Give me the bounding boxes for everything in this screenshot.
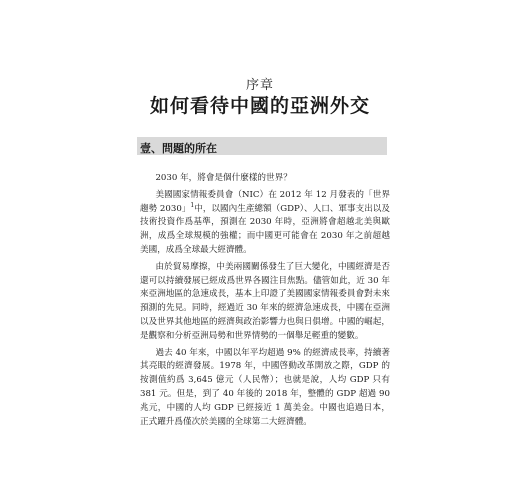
paragraph-2-part-b: 中，以國內生產總額（GDP）、人口、軍事支出以及技術投資作爲基準，預測在 2030 年時，亞洲將會超越北美與歐洲，成爲全球規模的強權；而中國更可能會在 2030 年之前超越美國，成爲全球最大經濟體。: [140, 203, 390, 255]
chapter-label: 序章: [245, 78, 274, 93]
paragraph-2-part-a: 美國國家情報委員會（NIC）在 2012 年 12 月發表的「世界趨勢 2030」: [140, 189, 390, 214]
paragraph-3: 由於貿易摩擦，中美兩國關係發生了巨大變化，中國經濟是否還可以持續發展已經成爲世界各國注目焦點。儘管如此，近 30 年來亞洲地區的急速成長，基本上印證了美國國家情報委員會對未來預測的先見。同時，經過近 30 年來的經濟急速成長，中國在亞洲以及世界其他地區的經濟與政治影響力也與日俱增。中國的崛起，是觀察和分析亞洲局勢和世界情勢的一個舉足輕重的變數。: [140, 261, 390, 341]
chapter-title: 如何看待中國的亞洲外交: [149, 95, 370, 117]
section-heading: 壹、問題的所在: [140, 142, 217, 155]
body-text: [140, 172, 390, 432]
footnote-reference: 1: [190, 201, 195, 209]
paragraph-2: [140, 189, 390, 258]
paragraph-4: 過去 40 年來，中國以年平均超過 9% 的經濟成長率，持續著其亮眼的經濟發展。1978 年，中國啓動改革開放之際，GDP 的按測值約爲 3,645 億元（人民幣）；也就是說，人均 GDP 只有 381 元。但是，到了 40 年後的 2018 年，整體的 GDP 超過 90 兆元，中國的人均 GDP 已經接近 1 萬美金。中國也追過日本，正式躍升爲僅次於美國的全球第二大經濟體。: [140, 347, 390, 427]
paragraph-1: 2030 年，將會是個什麼樣的世界？: [155, 173, 292, 183]
